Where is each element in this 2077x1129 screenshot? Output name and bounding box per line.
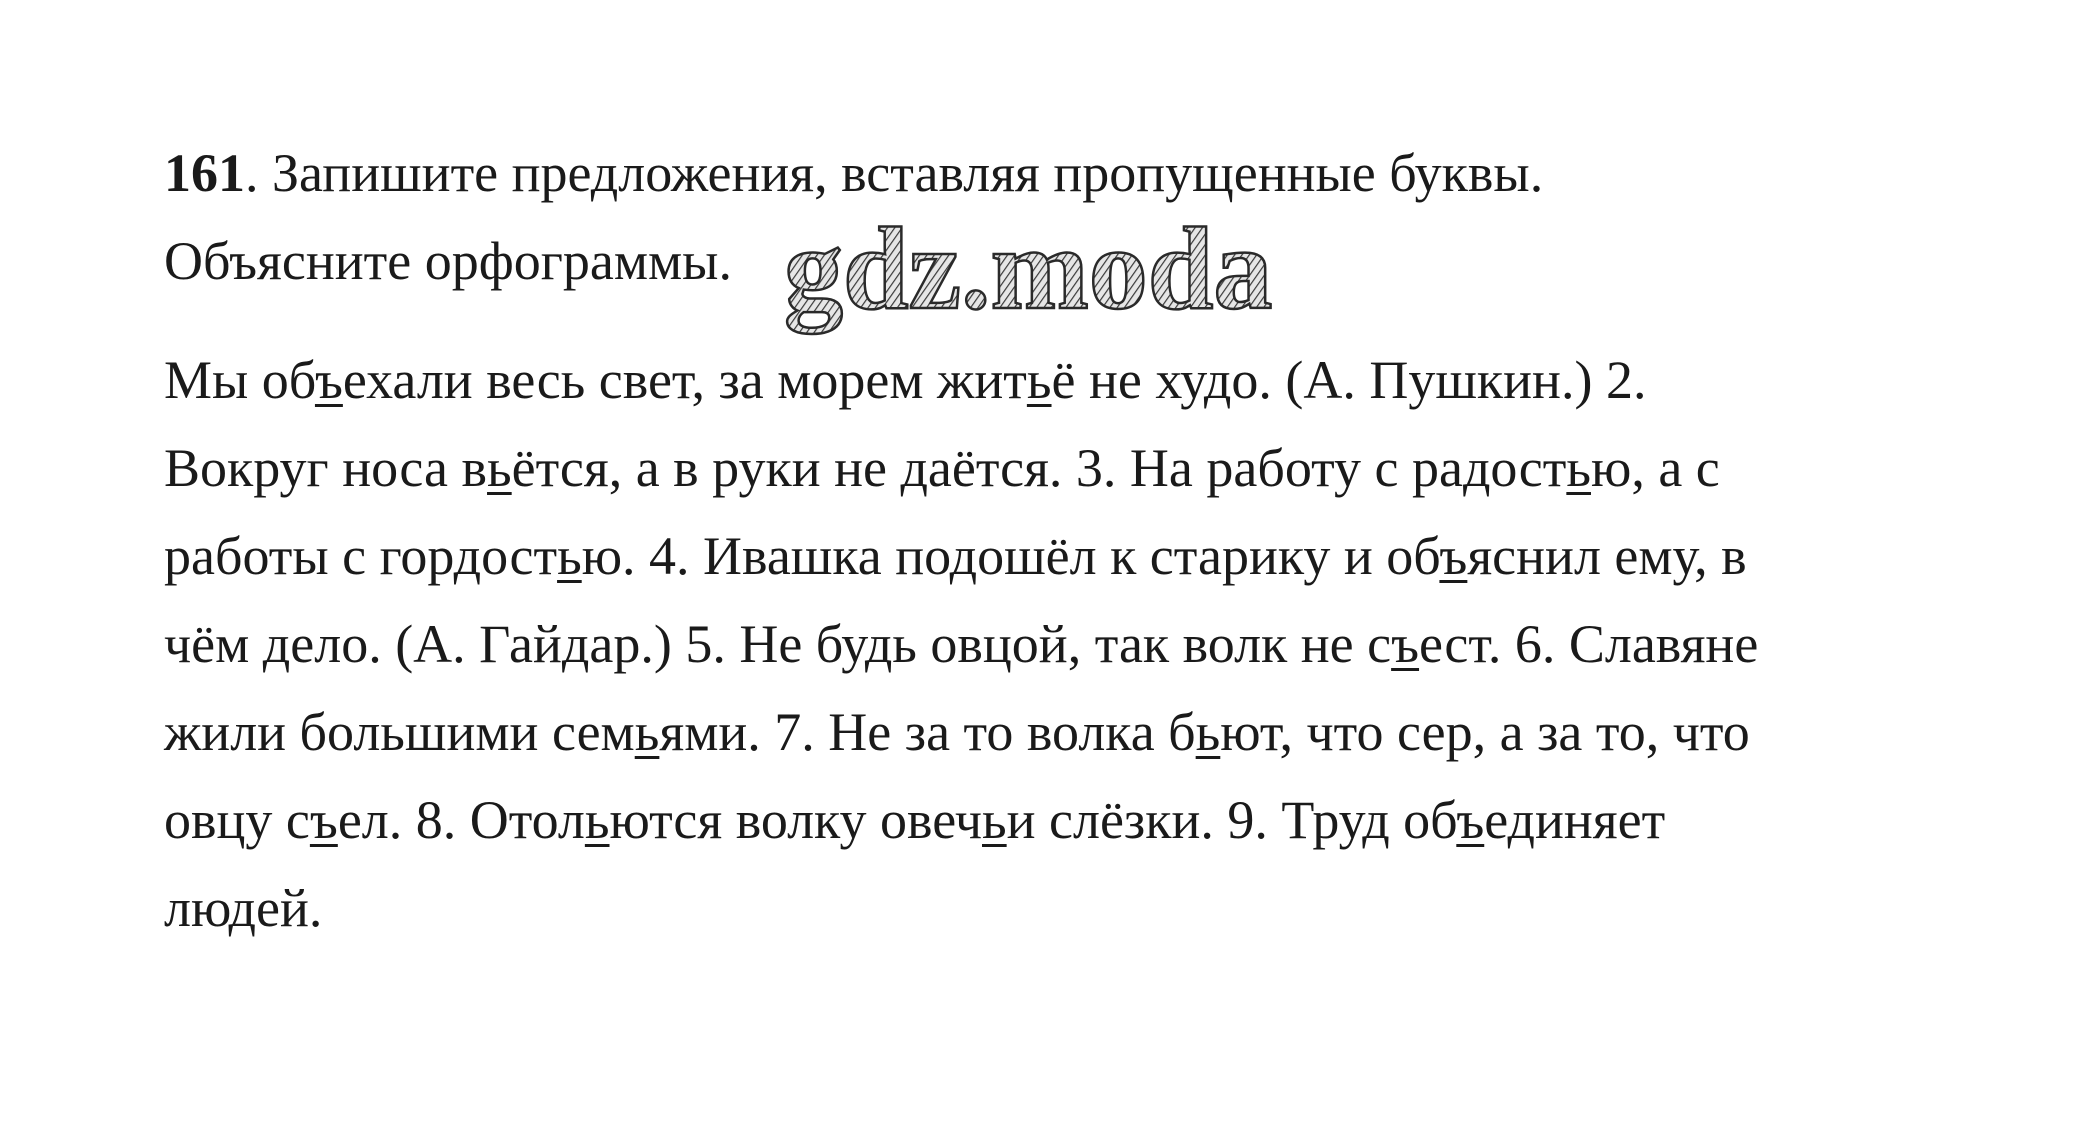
sentence-text: яснил ему, в (1467, 526, 1747, 586)
sentence-line-1 (164, 350, 1647, 410)
sentence-line-4 (164, 614, 1759, 674)
sentence-text: ют, что сер, а за то, что (1220, 702, 1750, 762)
sentence-text: Вокруг носа в (164, 438, 488, 498)
sentence-line-6 (164, 790, 1666, 850)
inserted-letter: ь (982, 790, 1007, 850)
sentence-text: и слёзки. 9. Труд об (1006, 790, 1457, 850)
exercise-task-line-2: Объясните орфограммы. (164, 231, 732, 291)
exercise-heading-line (164, 143, 1544, 203)
exercise-task-text: . Запишите предложения, вставляя пропущенные буквы. (245, 143, 1544, 203)
sentence-text: ются волку овеч (609, 790, 982, 850)
inserted-letter: ъ (1439, 526, 1468, 586)
sentence-line-5 (164, 702, 1750, 762)
sentence-text: единяет (1484, 790, 1666, 850)
sentence-text: ё не худо. (А. Пушкин.) 2. (1051, 350, 1647, 410)
inserted-letter: ъ (314, 350, 343, 410)
sentence-text: работы с гордост (164, 526, 558, 586)
exercise-number: 161 (164, 143, 245, 203)
sentence-text: ю, а с (1590, 438, 1720, 498)
inserted-letter: ь (634, 702, 660, 762)
watermark-text: gdz.moda (784, 208, 1273, 334)
inserted-letter: ь (1566, 438, 1591, 498)
sentence-line-2 (164, 438, 1720, 498)
sentence-text: жили большими сем (164, 702, 635, 762)
sentence-line-3 (164, 526, 1747, 586)
sentence-text: овцу с (164, 790, 310, 850)
inserted-letter: ь (584, 790, 610, 850)
inserted-letter: ь (1026, 350, 1052, 410)
sentence-text: чём дело. (А. Гайдар.) 5. Не будь овцой, так волк не с (164, 614, 1392, 674)
sentence-text: ётся, а в руки не даётся. 3. На работу с радост (511, 438, 1567, 498)
inserted-letter: ь (487, 438, 512, 498)
inserted-letter: ъ (1456, 790, 1485, 850)
inserted-letter: ь (1195, 702, 1221, 762)
watermark-logo (776, 208, 1376, 348)
inserted-letter: ъ (1391, 614, 1420, 674)
sentence-text: ел. 8. Отол (337, 790, 585, 850)
inserted-letter: ь (557, 526, 582, 586)
sentence-text: людей. (164, 878, 323, 938)
sentence-text: ю. 4. Ивашка подошёл к старику и об (581, 526, 1440, 586)
sentence-text: ест. 6. Славяне (1419, 614, 1759, 674)
sentence-line-7 (164, 878, 323, 938)
inserted-letter: ъ (309, 790, 338, 850)
sentence-text: ями. 7. Не за то волка б (659, 702, 1196, 762)
sentence-text: Мы об (164, 350, 315, 410)
sentence-text: ехали весь свет, за морем жит (342, 350, 1027, 410)
